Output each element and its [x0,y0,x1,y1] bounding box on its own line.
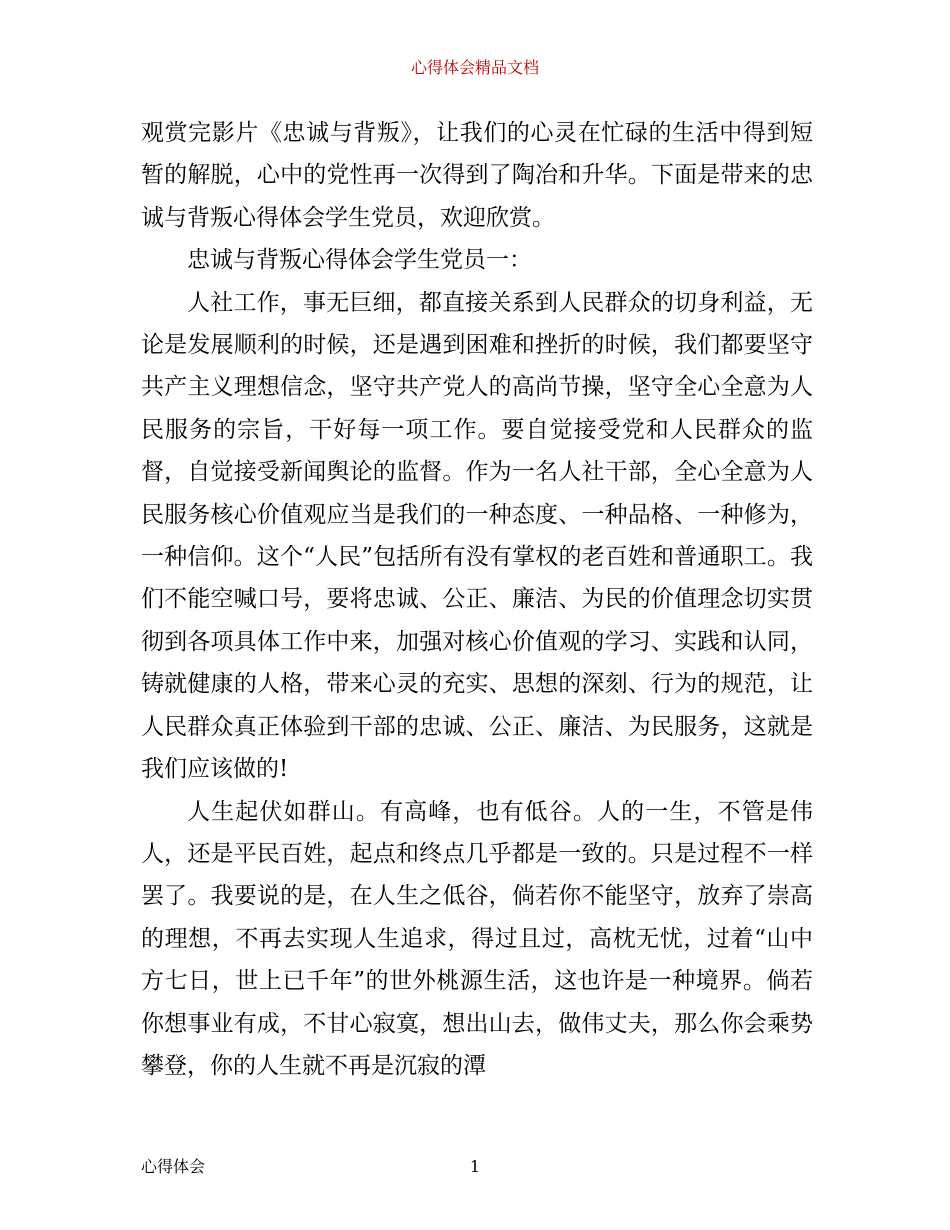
paragraph-body-2: 人生起伏如群山。有高峰，也有低谷。人的一生，不管是伟人，还是平民百姓，起点和终点几乎都是一致的。只是过程不一样罢了。我要说的是，在人生之低谷，倘若你不能坚守，放弃了崇高的理想，不再去实现人生追求，得过且过，高枕无忧，过着“山中方七日，世上已千年”的世外桃源生活，这也许是一种境界。倘若你想事业有成，不甘心寂寞，想出山去，做伟丈夫，那么你会乘势攀登，你的人生就不再是沉寂的潭 [141,798,813,1079]
page-footer-label: 心得体会 [141,1157,206,1176]
paragraph-intro: 观赏完影片《忠诚与背叛》，让我们的心灵在忙碌的生活中得到短暂的解脱，心中的党性再一次得到了陶冶和升华。下面是带来的忠诚与背叛心得体会学生党员，欢迎欣赏。 [141,120,813,231]
document-body [141,112,813,1087]
paragraph-section-heading: 忠诚与背叛心得体会学生党员一： [187,247,532,274]
paragraph-body-1: 人社工作，事无巨细，都直接关系到人民群众的切身利益，无论是发展顺利的时候，还是遇到困难和挫折的时候，我们都要坚守共产主义理想信念，坚守共产党人的高尚节操，坚守全心全意为人民服务的宗旨，干好每一项工作。要自觉接受党和人民群众的监督，自觉接受新闻舆论的监督。作为一名人社干部，全心全意为人民服务核心价值观应当是我们的一种态度、一种品格、一种修为，一种信仰。这个“人民”包括所有没有掌权的老百姓和普通职工。我们不能空喊口号，要将忠诚、公正、廉洁、为民的价值理念切实贯彻到各项具体工作中来，加强对核心价值观的学习、实践和认同，铸就健康的人格，带来心灵的充实、思想的深刻、行为的规范，让人民群众真正体验到干部的忠诚、公正、廉洁、为民服务，这就是我们应该做的! [141,289,813,783]
page-header-title: 心得体会精品文档 [410,58,539,77]
page-number: 1 [469,1157,481,1176]
